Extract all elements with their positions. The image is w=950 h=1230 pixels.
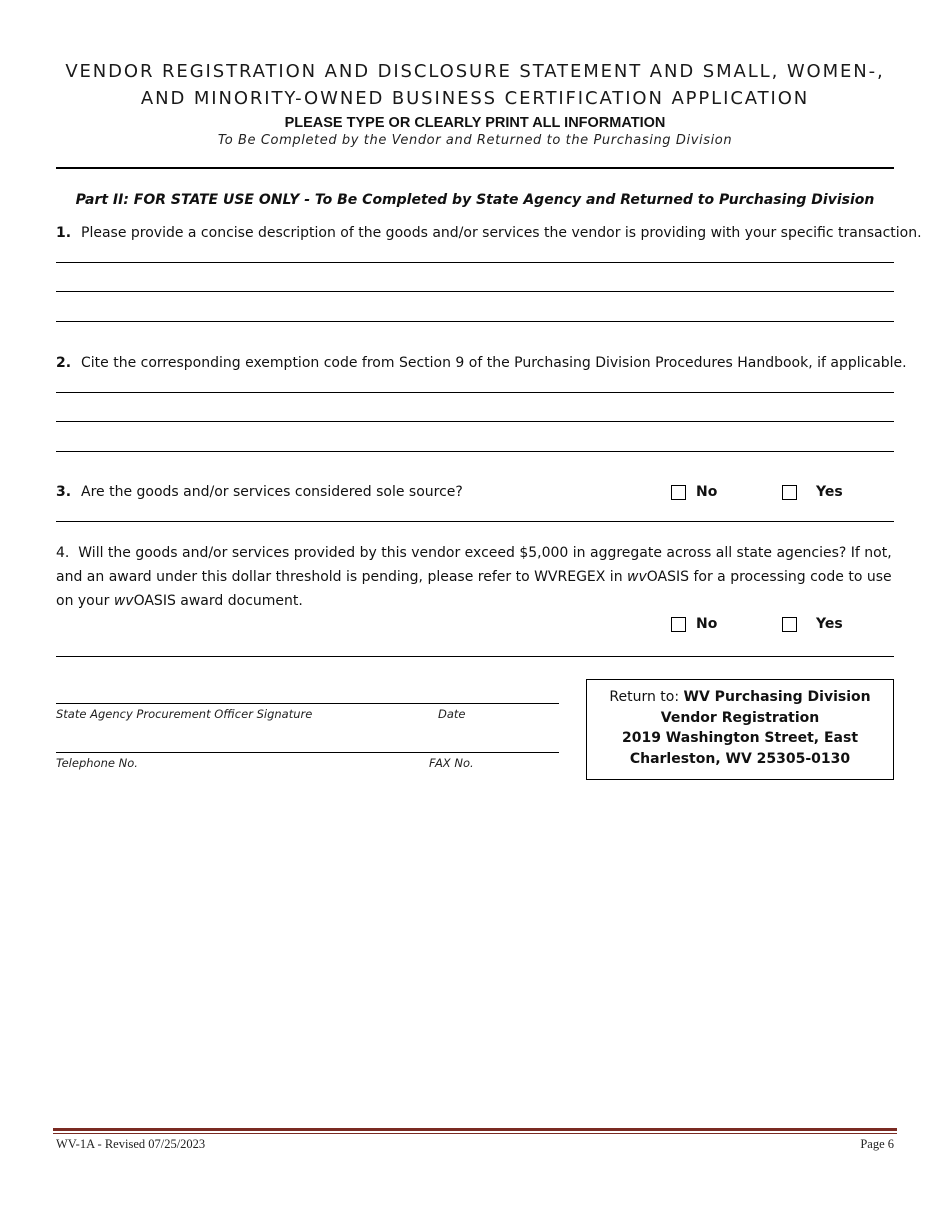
footer-page-number: Page 6 [860, 1137, 894, 1151]
question-1-answer-line-2[interactable] [56, 291, 894, 292]
question-4-no-checkbox[interactable] [671, 617, 686, 632]
footer-form-id: WV-1A - Revised 07/25/2023 [56, 1137, 206, 1151]
header-divider [56, 167, 894, 169]
footer-rule-thin [53, 1133, 897, 1134]
question-3-yes-label: Yes [816, 484, 843, 500]
question-2-answer-line-2[interactable] [56, 421, 894, 422]
form-title-line-1: VENDOR REGISTRATION AND DISCLOSURE STATEMENT AND SMALL, WOMEN-, [65, 61, 885, 82]
return-to-prefix: Return to: [609, 689, 684, 705]
date-label: Date [438, 707, 466, 721]
question-4-text-part-1: Will the goods and/or services provided by this vendor exceed $5,000 in aggregate across all state agencies? If not, and an award under this dollar threshold is pending, please refer to WVREGEX in [56, 545, 892, 585]
telephone-label: Telephone No. [56, 756, 138, 770]
question-1-answer-line-3[interactable] [56, 321, 894, 322]
question-4 [56, 541, 894, 613]
question-3-no-label: No [696, 484, 718, 500]
question-3 [56, 484, 463, 500]
officer-signature-line[interactable] [56, 703, 559, 704]
question-4-yes-label: Yes [816, 616, 843, 632]
form-instruction: PLEASE TYPE OR CLEARLY PRINT ALL INFORMATION [284, 115, 666, 131]
part-ii-title: Part II: FOR STATE USE ONLY - To Be Completed by State Agency and Returned to Purchasing Division [75, 192, 875, 208]
form-subinstruction: To Be Completed by the Vendor and Returned to the Purchasing Division [217, 133, 733, 148]
return-to-city: Charleston, WV 25305-0130 [629, 750, 851, 767]
return-to-box [586, 679, 894, 780]
question-4-no-label: No [696, 616, 718, 632]
question-1 [56, 225, 922, 241]
telephone-fax-line[interactable] [56, 752, 559, 753]
return-to-vendor-registration: Vendor Registration [660, 709, 820, 726]
footer-rule-thick [53, 1128, 897, 1131]
question-1-text: Please provide a concise description of the goods and/or services the vendor is providing with your specific transaction. [81, 225, 922, 241]
question-4-wv-1: wv [627, 569, 647, 585]
officer-signature-label: State Agency Procurement Officer Signature [56, 707, 313, 721]
return-to-street: 2019 Washington Street, East [621, 730, 859, 746]
form-title-line-2: AND MINORITY-OWNED BUSINESS CERTIFICATION APPLICATION [140, 88, 810, 109]
question-1-number: 1. [56, 225, 72, 241]
return-to-line-1 [587, 687, 893, 708]
question-2-text: Cite the corresponding exemption code from Section 9 of the Purchasing Division Procedures Handbook, if applicable. [81, 355, 907, 371]
question-4-yes-checkbox[interactable] [782, 617, 797, 632]
question-4-text-part-3: OASIS award document. [133, 593, 303, 609]
question-3-text: Are the goods and/or services considered sole source? [81, 484, 463, 500]
question-4-divider [56, 656, 894, 657]
question-2-answer-line-3[interactable] [56, 451, 894, 452]
question-3-divider [56, 521, 894, 522]
question-2-number: 2. [56, 355, 72, 371]
question-2 [56, 355, 907, 371]
question-2-answer-line-1[interactable] [56, 392, 894, 393]
question-3-yes-checkbox[interactable] [782, 485, 797, 500]
question-1-answer-line-1[interactable] [56, 262, 894, 263]
question-4-text-part-2: OASIS for a processing code to use on your [56, 569, 892, 609]
question-4-wv-2: wv [113, 593, 134, 609]
return-to-division: WV Purchasing Division [683, 689, 871, 705]
question-3-number: 3. [56, 484, 72, 500]
fax-label: FAX No. [429, 756, 474, 770]
question-4-number: 4. [56, 545, 70, 561]
question-3-no-checkbox[interactable] [671, 485, 686, 500]
